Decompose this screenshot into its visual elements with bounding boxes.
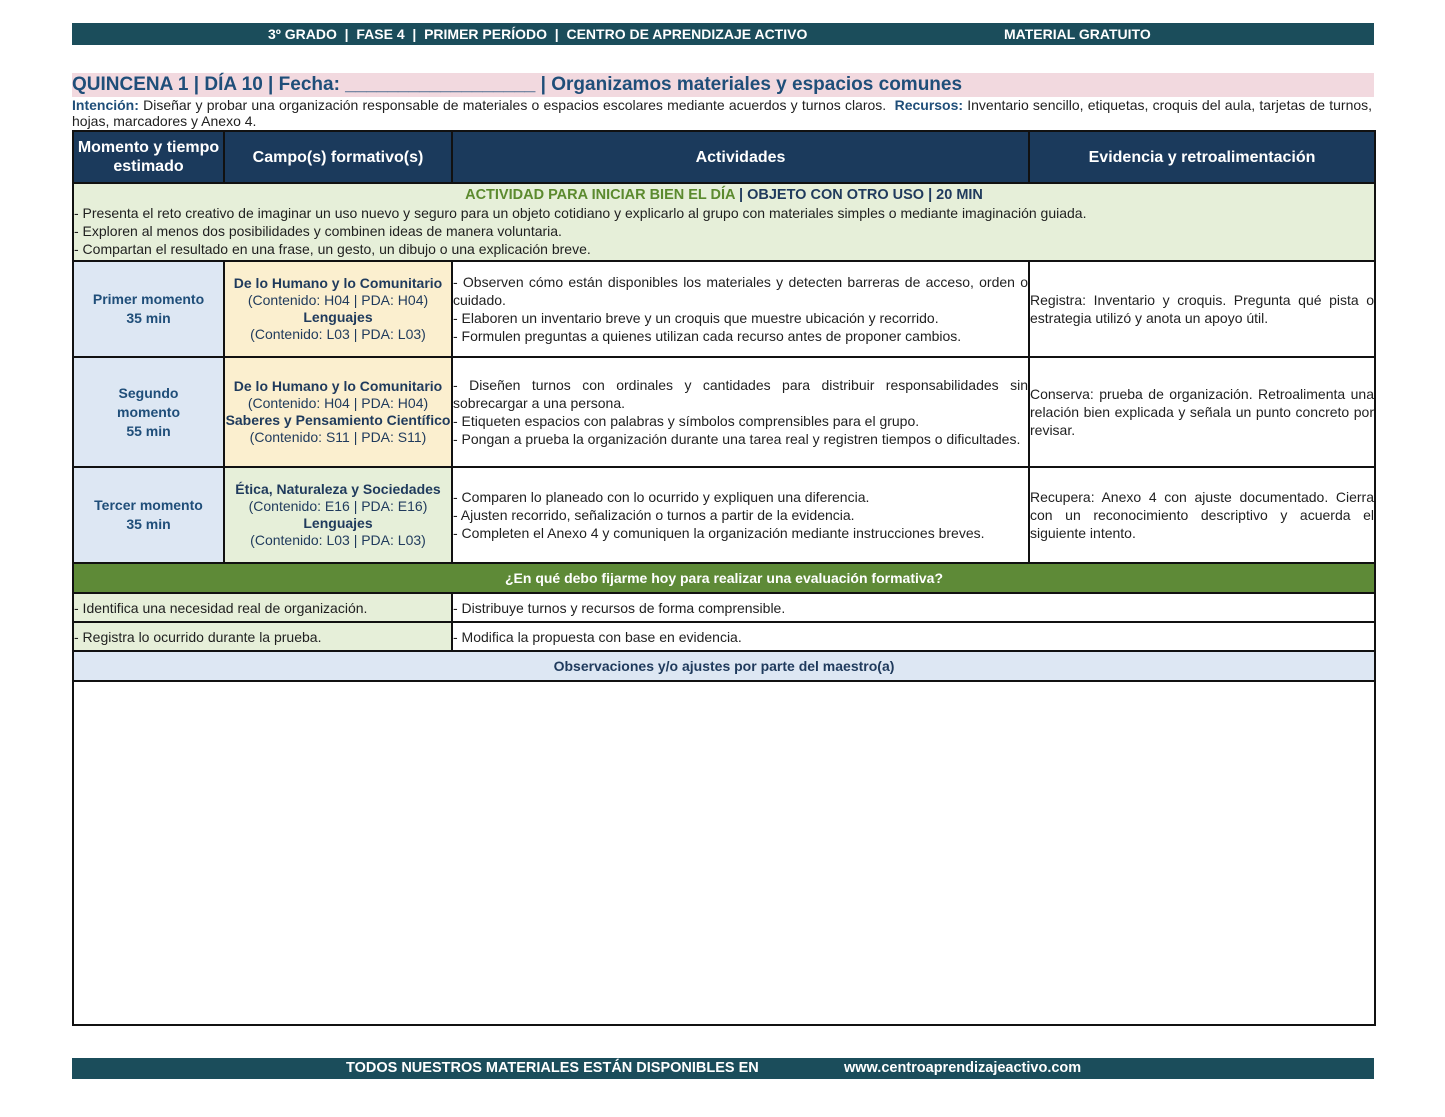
moment-row-2 [73,357,1375,467]
activity-item: - Ajusten recorrido, señalización o turnos a partir de la evidencia. [453,507,855,523]
evaluation-header: ¿En qué debo fijarme hoy para realizar una evaluación formativa? [73,563,1375,593]
campo-field: De lo Humano y lo Comunitario [233,378,443,394]
footer-banner [72,1058,1374,1079]
start-activity-title-rest: | OBJETO CON OTRO USO | 20 MIN [734,187,983,203]
free-material-label: MATERIAL GRATUITO [1004,26,1151,42]
campo-content: (Contenido: H04 | PDA: H04) [247,292,429,308]
observations-body-row [73,681,1375,1025]
start-activity-title [74,186,1374,204]
start-activity-row [73,183,1375,261]
page-title: QUINCENA 1 | DÍA 10 | Fecha: __________________ | Organizamos materiales y espacios comunes [72,74,963,95]
header-evidence: Evidencia y retroalimentación [1029,131,1375,183]
campo-cell [224,357,452,467]
moment-name: Primer momento [92,291,205,307]
activities-cell [452,261,1029,357]
activities-cell [452,357,1029,467]
observations-area[interactable] [73,681,1375,1025]
evaluation-item: - Distribuye turnos y recursos de forma comprensible. [452,593,1375,622]
evaluation-item: - Identifica una necesidad real de organización. [73,593,452,622]
activities-cell [452,467,1029,563]
moment-row-1 [73,261,1375,357]
activity-item: - Completen el Anexo 4 y comuniquen la organización mediante instrucciones breves. [453,525,985,541]
moment-cell [73,357,224,467]
activity-item: - Formulen preguntas a quienes utilizan cada recurso antes de proponer cambios. [453,328,962,344]
activity-item: - Elaboren un inventario breve y un croquis que muestre ubicación y recorrido. [453,310,939,326]
start-activity-cell [73,183,1375,261]
intent-label: Intención: [72,97,139,113]
header-activities: Actividades [452,131,1029,183]
activity-item: - Observen cómo están disponibles los materiales y detecten barreras de acceso, orden o cuidado. [453,274,1028,308]
header-campo: Campo(s) formativo(s) [224,131,452,183]
footer-text: TODOS NUESTROS MATERIALES ESTÁN DISPONIBLES EN [346,1060,759,1076]
moment-name: Tercer momento [94,497,203,513]
evaluation-row [73,622,1375,651]
moment-time: 35 min [126,310,171,326]
intent-text: Diseñar y probar una organización responsable de materiales o espacios escolares mediante acuerdos y turnos claros. [143,97,887,113]
evidence-text: Registra: Inventario y croquis. Pregunta qué pista o estrategia utilizó y anota un apoyo útil. [1030,292,1374,326]
campo-field: Lenguajes [303,309,373,325]
start-activity-line: - Presenta el reto creativo de imaginar un uso nuevo y seguro para un objeto cotidiano y explicarlo al grupo con materiales simples o mediante imaginación guiada. [74,205,1087,221]
campo-content: (Contenido: E16 | PDA: E16) [248,498,428,514]
evidence-text: Conserva: prueba de organización. Retroalimenta una relación bien explicada y señala un punto concreto por revisar. [1030,386,1374,438]
top-banner [72,23,1374,45]
campo-field: De lo Humano y lo Comunitario [233,275,443,291]
evaluation-item: - Registra lo ocurrido durante la prueba. [73,622,452,651]
evidence-cell [1029,467,1375,563]
activity-item: - Comparen lo planeado con lo ocurrido y expliquen una diferencia. [453,489,870,505]
moment-time: 35 min [126,516,171,532]
campo-cell [224,261,452,357]
evidence-text: Recupera: Anexo 4 con ajuste documentado. Cierra con un reconocimiento descriptivo y acuerda el siguiente intento. [1030,489,1374,541]
moment-time: 55 min [126,422,171,439]
footer-url[interactable]: www.centroaprendizajeactivo.com [844,1060,1082,1076]
evaluation-item: - Modifica la propuesta con base en evidencia. [452,622,1375,651]
title-row [72,73,1374,97]
activity-item: - Etiqueten espacios con palabras y símbolos comprensibles para el grupo. [453,413,920,429]
start-activity-line: - Exploren al menos dos posibilidades y combinen ideas de manera voluntaria. [74,223,562,239]
activity-item: - Pongan a prueba la organización durante una tarea real y registren tiempos o dificultades. [453,431,1021,447]
campo-field: Lenguajes [303,515,373,531]
table-header-row [73,131,1375,183]
evidence-cell [1029,261,1375,357]
observations-header: Observaciones y/o ajustes por parte del maestro(a) [73,651,1375,681]
start-activity-title-green: ACTIVIDAD PARA INICIAR BIEN EL DÍA [465,187,735,203]
intent-paragraph [72,97,1372,129]
moment-row-3 [73,467,1375,563]
campo-content: (Contenido: L03 | PDA: L03) [250,532,426,548]
evidence-cell [1029,357,1375,467]
grade-phase-label: 3º GRADO | FASE 4 | PRIMER PERÍODO | CENTRO DE APRENDIZAJE ACTIVO [268,26,808,42]
campo-cell [224,467,452,563]
campo-field: Saberes y Pensamiento Científico [225,412,451,428]
campo-content: (Contenido: S11 | PDA: S11) [249,429,427,445]
observations-header-row [73,651,1375,681]
activity-item: - Diseñen turnos con ordinales y cantidades para distribuir responsabilidades sin sobrecargar a una persona. [453,377,1028,411]
resources-text: Inventario sencillo, etiquetas, croquis del aula, tarjetas de turnos, hojas, marcadores y Anexo 4. [72,97,1373,129]
start-activity-line: - Compartan el resultado en una frase, un gesto, un dibujo o una explicación breve. [74,241,591,257]
moment-cell [73,261,224,357]
resources-label: Recursos: [894,97,964,113]
moment-cell [73,467,224,563]
evaluation-header-row [73,563,1375,593]
lesson-plan-table [72,130,1376,1026]
header-moment: Momento y tiempo estimado [73,131,224,183]
moment-name: Segundo momento [117,384,180,420]
evaluation-row [73,593,1375,622]
campo-content: (Contenido: H04 | PDA: H04) [247,395,429,411]
campo-field: Ética, Naturaleza y Sociedades [235,481,441,497]
campo-content: (Contenido: L03 | PDA: L03) [250,326,426,342]
